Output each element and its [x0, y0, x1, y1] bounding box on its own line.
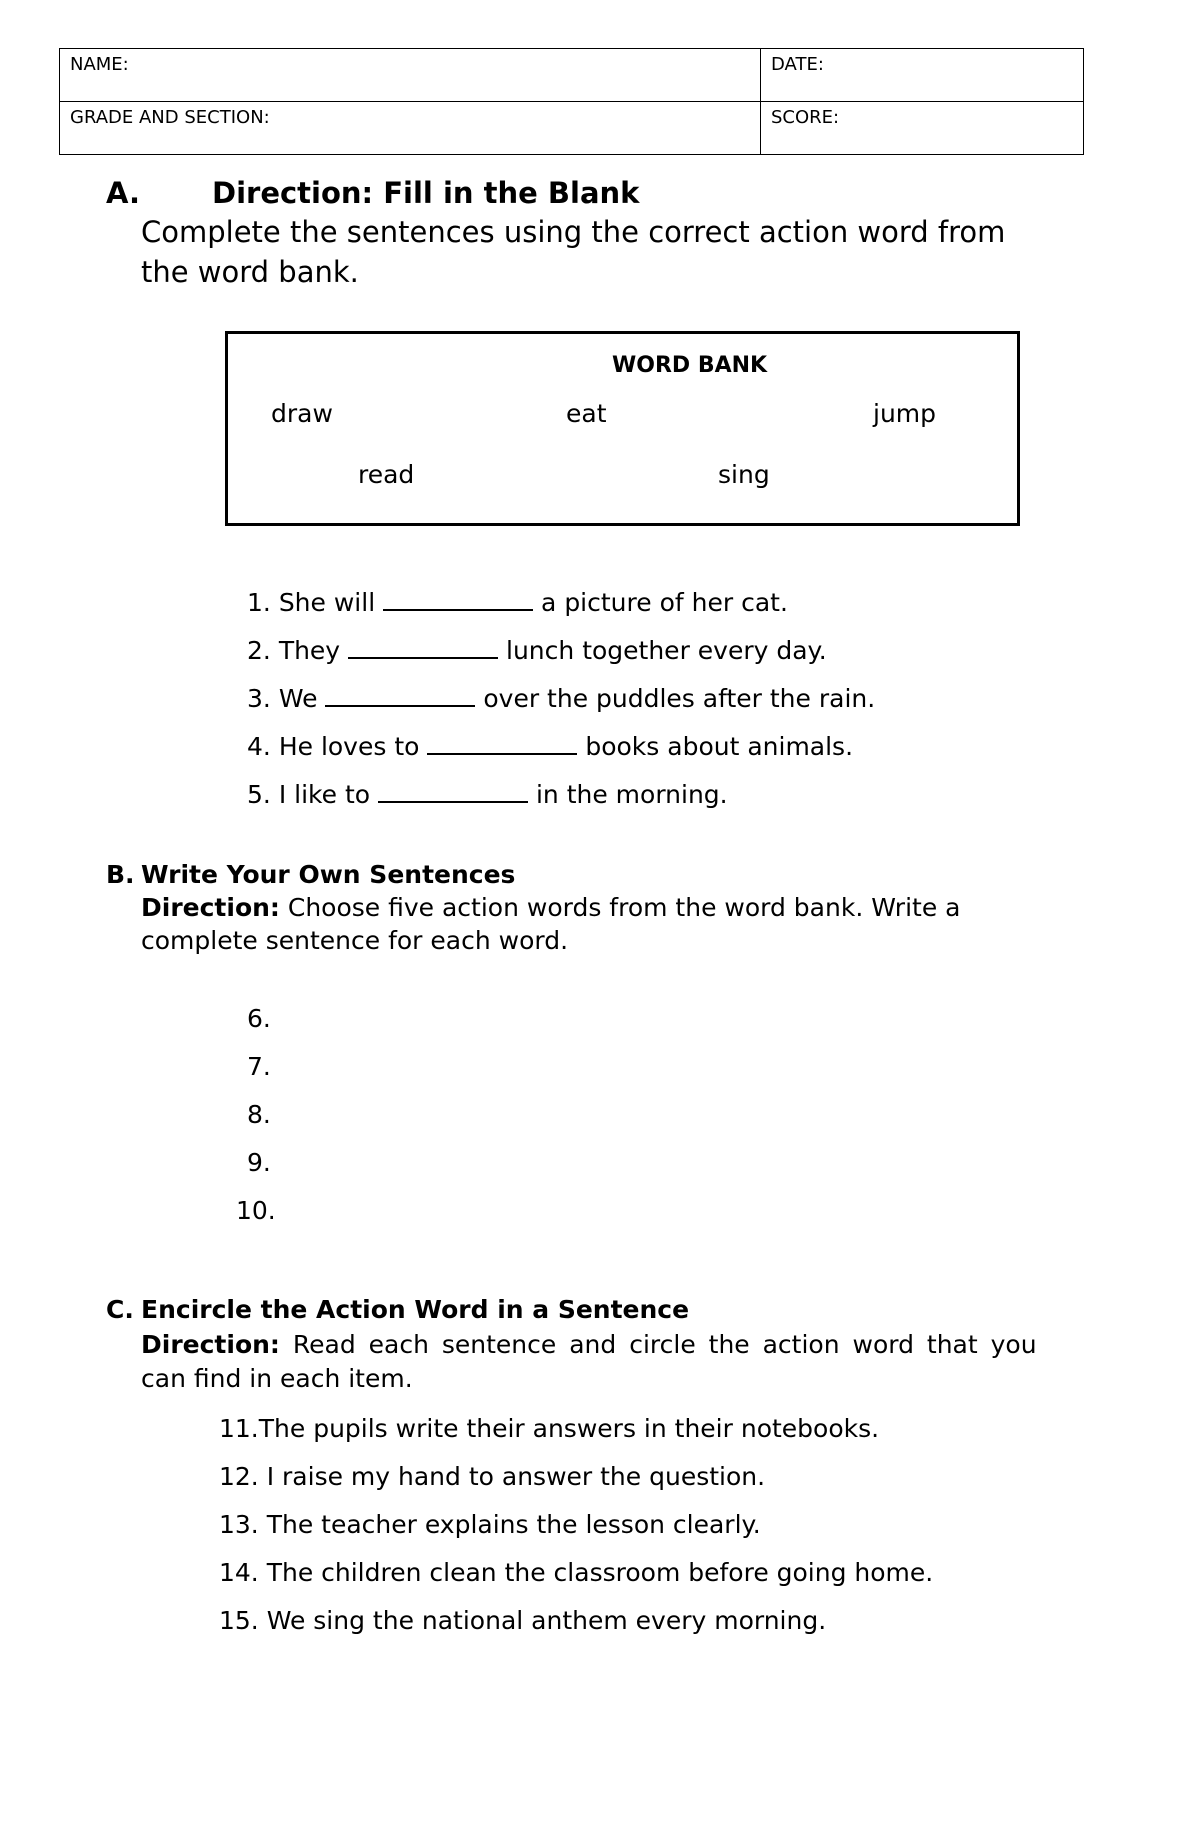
word-bank-word: read — [358, 460, 415, 489]
section-a-letter: A. — [106, 176, 140, 210]
item-number: 1. — [247, 588, 271, 617]
encircle-item: 15. We sing the national anthem every morning. — [219, 1606, 827, 1635]
encircle-item: 12. I raise my hand to answer the question. — [219, 1462, 766, 1491]
item-text-after: in the morning. — [535, 780, 728, 809]
section-c-letter: C. — [106, 1295, 134, 1324]
section-a-instruction-line1: Complete the sentences using the correct action word from — [141, 215, 1006, 249]
section-c-direction — [141, 1330, 1037, 1359]
section-a-title: Direction: Fill in the Blank — [212, 176, 640, 210]
sentence-item-number: 6. — [247, 1004, 271, 1033]
word-bank-word: jump — [873, 399, 937, 428]
word-bank-word: sing — [718, 460, 770, 489]
grade-section-field[interactable] — [60, 102, 761, 155]
answer-blank[interactable] — [348, 635, 498, 659]
section-c-direction-line2: can find in each item. — [141, 1364, 413, 1393]
direction-label: Direction: — [141, 1330, 280, 1359]
direction-text: Read each sentence and circle the action word that you — [279, 1330, 1037, 1359]
section-b-direction-line2: complete sentence for each word. — [141, 926, 569, 955]
encircle-item: 13. The teacher explains the lesson clearly. — [219, 1510, 761, 1539]
name-field[interactable] — [60, 49, 761, 102]
grade-section-label: GRADE AND SECTION: — [70, 107, 270, 128]
item-number: 5. — [247, 780, 271, 809]
fill-blank-item — [247, 731, 853, 761]
answer-blank[interactable] — [378, 779, 528, 803]
section-b-direction — [141, 893, 960, 922]
name-label: NAME: — [70, 54, 129, 75]
sentence-item-number: 10. — [236, 1196, 276, 1225]
answer-blank[interactable] — [383, 587, 533, 611]
section-b-title: Write Your Own Sentences — [141, 860, 516, 889]
direction-label: Direction: — [141, 893, 280, 922]
date-field[interactable] — [761, 49, 1084, 102]
encircle-item: 14. The children clean the classroom before going home. — [219, 1558, 934, 1587]
word-bank-word: eat — [566, 399, 607, 428]
item-text-after: a picture of her cat. — [541, 588, 788, 617]
fill-blank-item — [247, 683, 875, 713]
answer-blank[interactable] — [325, 683, 475, 707]
direction-text: Choose five action words from the word bank. Write a — [279, 893, 961, 922]
date-label: DATE: — [771, 54, 824, 75]
sentence-item-number: 7. — [247, 1052, 271, 1081]
word-bank-word: draw — [271, 399, 333, 428]
fill-blank-item — [247, 635, 827, 665]
item-number: 3. — [247, 684, 271, 713]
encircle-item: 11.The pupils write their answers in their notebooks. — [219, 1414, 880, 1443]
section-a-instruction-line2: the word bank. — [141, 255, 359, 289]
sentence-item-number: 9. — [247, 1148, 271, 1177]
section-b-letter: B. — [106, 860, 135, 889]
answer-blank[interactable] — [427, 731, 577, 755]
item-text-after: books about animals. — [585, 732, 854, 761]
student-info-table — [59, 48, 1084, 155]
score-label: SCORE: — [771, 107, 840, 128]
item-text-before: We — [278, 684, 318, 713]
item-number: 2. — [247, 636, 271, 665]
item-text-before: She will — [278, 588, 376, 617]
sentence-item-number: 8. — [247, 1100, 271, 1129]
section-c-title: Encircle the Action Word in a Sentence — [141, 1295, 690, 1324]
item-text-before: They — [278, 636, 341, 665]
fill-blank-item — [247, 587, 788, 617]
word-bank-title: WORD BANK — [612, 353, 768, 378]
item-text-before: I like to — [278, 780, 371, 809]
item-text-before: He loves to — [278, 732, 420, 761]
fill-blank-item — [247, 779, 728, 809]
item-text-after: over the puddles after the rain. — [483, 684, 876, 713]
item-number: 4. — [247, 732, 271, 761]
score-field[interactable] — [761, 102, 1084, 155]
item-text-after: lunch together every day. — [506, 636, 827, 665]
